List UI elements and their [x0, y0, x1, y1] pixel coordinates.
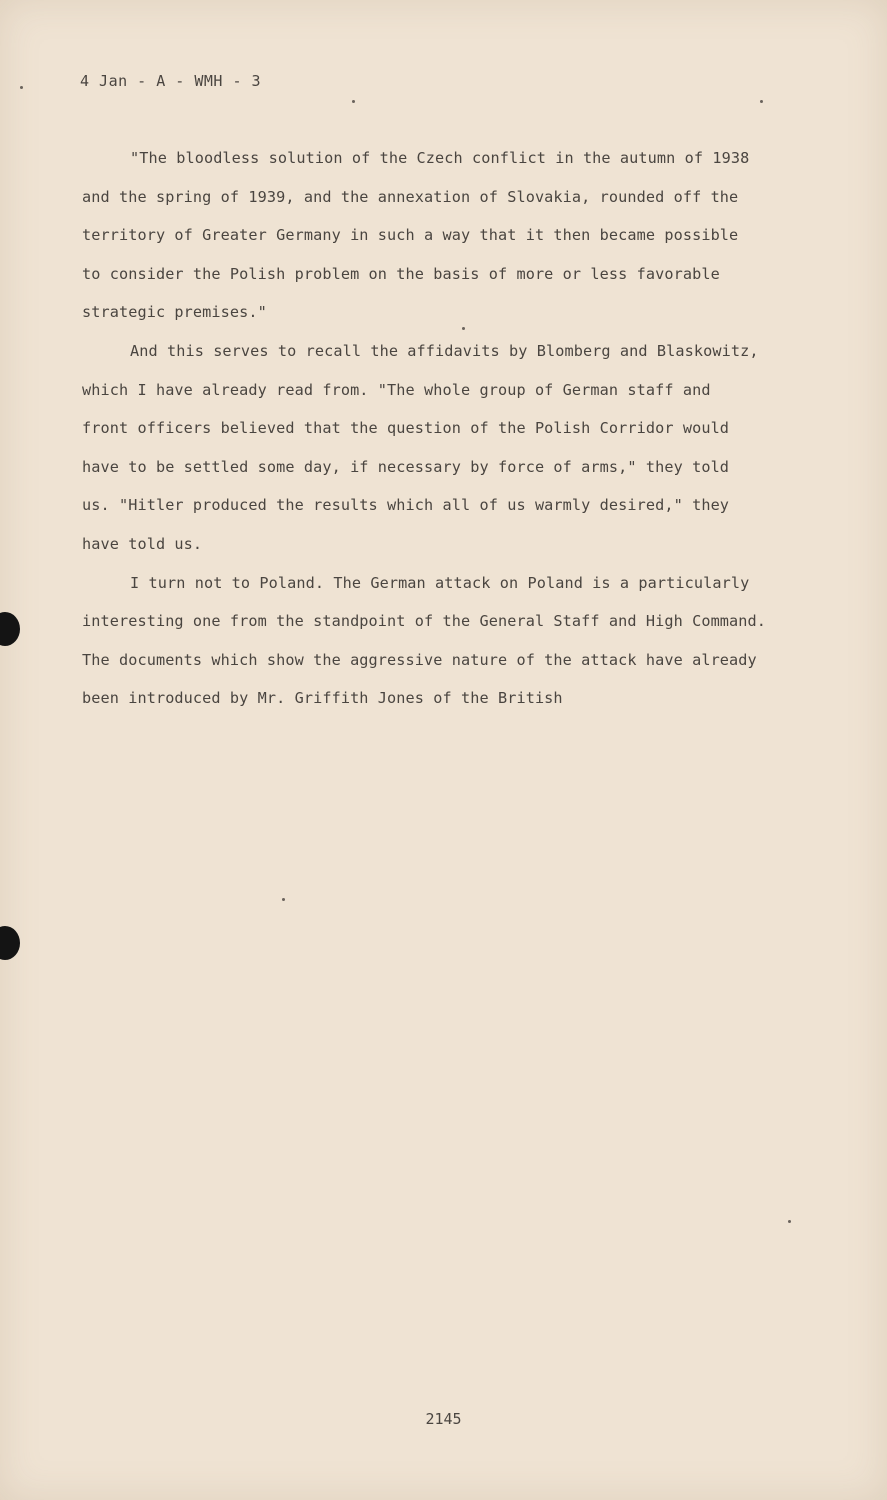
text-line: I turn not to Poland. The German attack on Poland is a particularly [130, 573, 750, 592]
text-line: and the spring of 1939, and the annexation of Slovakia, rounded off the [82, 187, 739, 206]
paragraph-quote [82, 143, 802, 336]
body-text [82, 143, 802, 722]
text-line: "The bloodless solution of the Czech conflict in the autumn of 1938 [130, 149, 750, 167]
text-line: us. "Hitler produced the results which all of us warmly desired," they [82, 496, 730, 515]
text-line: been introduced by Mr. Griffith Jones of the British [82, 689, 563, 708]
speck [760, 100, 763, 103]
speck [788, 1220, 791, 1223]
text-line: have told us. [82, 534, 203, 553]
text-line: to consider the Polish problem on the basis of more or less favorable [82, 264, 720, 283]
text-line: territory of Greater Germany in such a way that it then became possible [82, 226, 739, 245]
text-line: front officers believed that the question of the Polish Corridor would [82, 419, 730, 438]
paragraph-affidavits [82, 336, 802, 568]
text-line: have to be settled some day, if necessary by force of arms," they told [82, 457, 730, 476]
text-line: which I have already read from. "The whole group of German staff and [82, 380, 711, 399]
page-number: 2145 [425, 1410, 462, 1428]
speck [352, 100, 355, 103]
text-line: interesting one from the standpoint of the General Staff and High Command. [82, 612, 767, 631]
text-line: The documents which show the aggressive nature of the attack have already [82, 650, 757, 669]
text-line: And this serves to recall the affidavits by Blomberg and Blaskowitz, [130, 341, 759, 360]
paragraph-poland [82, 568, 802, 722]
page-header: 4 Jan - A - WMH - 3 [80, 72, 262, 90]
speck [20, 86, 23, 89]
punch-hole [0, 926, 20, 960]
speck [282, 898, 285, 901]
punch-hole [0, 612, 20, 646]
text-line: strategic premises." [82, 303, 267, 322]
